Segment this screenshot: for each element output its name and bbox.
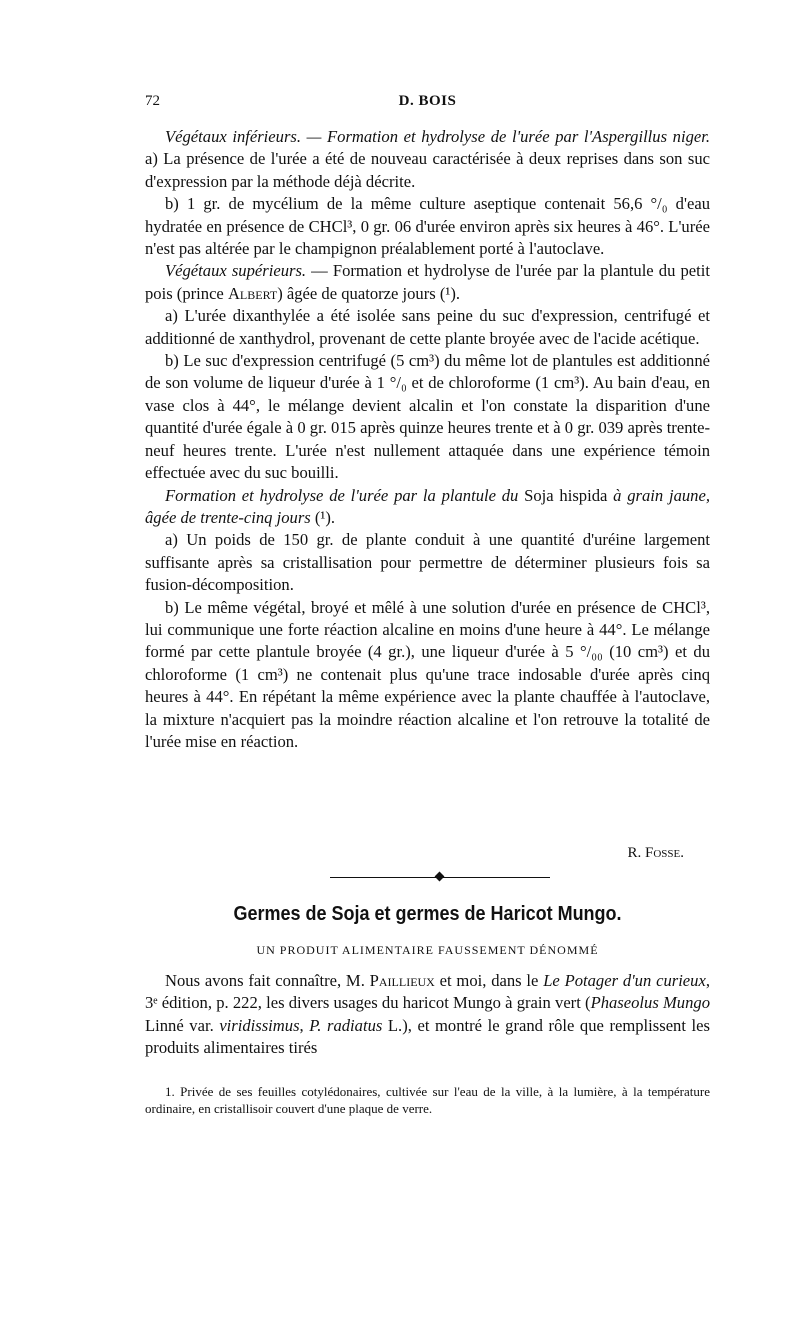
- section-heading-higher-plants: Végétaux supérieurs.: [165, 261, 307, 281]
- paragraph-mycelium: b) 1 gr. de mycélium de la même culture aseptique contenait 56,6 °/₀ d'eau hydratée en présence de CHCl³, 0 gr. 06 d'urée environ après six heures à 46°. L'urée n'est pas altérée par le champignon préalablement porté à l'autoclave.: [145, 194, 710, 259]
- diamond-ornament-icon: [435, 872, 445, 882]
- author-name: Paillieux: [369, 971, 435, 990]
- paragraph-suc-expression: b) Le suc d'expression centrifugé (5 cm³) du même lot de plantules est additionné de son volume de liqueur d'urée à 1 °/₀ et de chloroforme (1 cm³). Au bain d'eau, en vase clos à 44°, le mélange devient alcalin et l'on constate la disparition d'une quantité d'urée égale à 0 gr. 015 après quinze heures trente et à 0 gr. 039 après trente-neuf heures trente. L'urée n'est nullement attaquée dans une expérience témoin effectuée avec du suc bouilli.: [145, 351, 710, 483]
- article-subtitle: UN PRODUIT ALIMENTAIRE FAUSSEMENT DÉNOMMÉ: [256, 943, 599, 957]
- page-number: 72: [145, 93, 160, 109]
- footnote: 1. Privée de ses feuilles cotylédonaires, cultivée sur l'eau de la ville, à la lumière, à la température ordinaire, en cristallisoir couvert d'une plaque de verre.: [145, 1084, 710, 1116]
- paragraph-ureine: a) Un poids de 150 gr. de plante conduit à une quantité d'uréine largement suffisante après sa cristallisation pour permettre de déterminer plusieurs fois sa fusion-décomposition.: [145, 530, 710, 595]
- article-title: Germes de Soja et germes de Haricot Mungo.: [233, 903, 622, 925]
- signature: R. Fosse.: [627, 845, 684, 861]
- article-paragraph: Nous avons fait connaître, M. Paillieux et moi, dans le Le Potager d'un curieux, 3ᵉ édition, p. 222, les divers usages du haricot Mungo à grain vert (Phaseolus Mungo Linné var. viridissimus, P. radiatus L.), et montré le grand rôle que remplissent les produits alimentaires tirés: [145, 971, 710, 1058]
- book-title: Le Potager d'un curieux: [543, 971, 706, 990]
- paragraph-lower-plants: Végétaux inférieurs. — Formation et hydrolyse de l'urée par l'Aspergillus niger. a) La présence de l'urée a été de nouveau caractérisée à deux reprises dans son suc d'expression par la méthode déjà décrite.: [145, 127, 710, 191]
- page-header: [145, 93, 710, 113]
- paragraph-soja: Formation et hydrolyse de l'urée par la plantule du Soja hispida à grain jaune, âgée de trente-cinq jours (¹).: [145, 485, 710, 527]
- author-name: Albert: [227, 283, 278, 303]
- section-divider: [330, 873, 550, 881]
- running-head: D. BOIS: [398, 93, 457, 109]
- section-heading-soja: Formation et hydrolyse de l'urée par la plantule du: [165, 485, 519, 505]
- article-text: [145, 970, 710, 1060]
- section-heading-lower-plants: Végétaux inférieurs. — Formation et hydrolyse de l'urée par l'Aspergillus niger.: [165, 127, 710, 146]
- paragraph-meme-vegetal: b) Le même végétal, broyé et mêlé à une solution d'urée en présence de CHCl³, lui communique une forte réaction alcaline en moins d'une heure à 44°. Le mélange formé par cette plantule broyée (4 gr.), une liqueur d'urée à 5 °/₀₀ (10 cm³) et du chloroforme (1 cm³) ne contenait plus qu'une trace indosable d'urée après cinq heures à 44°. En répétant la même expérience avec la plante chauffée à l'autoclave, la mixture n'acquiert pas la moindre réaction alcaline et l'on retrouve la totalité de l'urée mise en réaction.: [145, 597, 710, 751]
- body-text: [145, 126, 710, 753]
- paragraph-higher-plants: Végétaux supérieurs. — Formation et hydrolyse de l'urée par la plantule du petit pois (prince Albert) âgée de quatorze jours (¹).: [145, 261, 710, 303]
- variety-name: viridissimus: [219, 1015, 300, 1035]
- species-name: Phaseolus Mungo: [590, 993, 710, 1013]
- species-name: P. radiatus: [309, 1015, 383, 1035]
- paragraph-dixanthylee: a) L'urée dixanthylée a été isolée sans peine du suc d'expression, centrifugé et additionné de xanthydrol, provenant de cette plante broyée avec de l'acide acétique.: [145, 306, 710, 348]
